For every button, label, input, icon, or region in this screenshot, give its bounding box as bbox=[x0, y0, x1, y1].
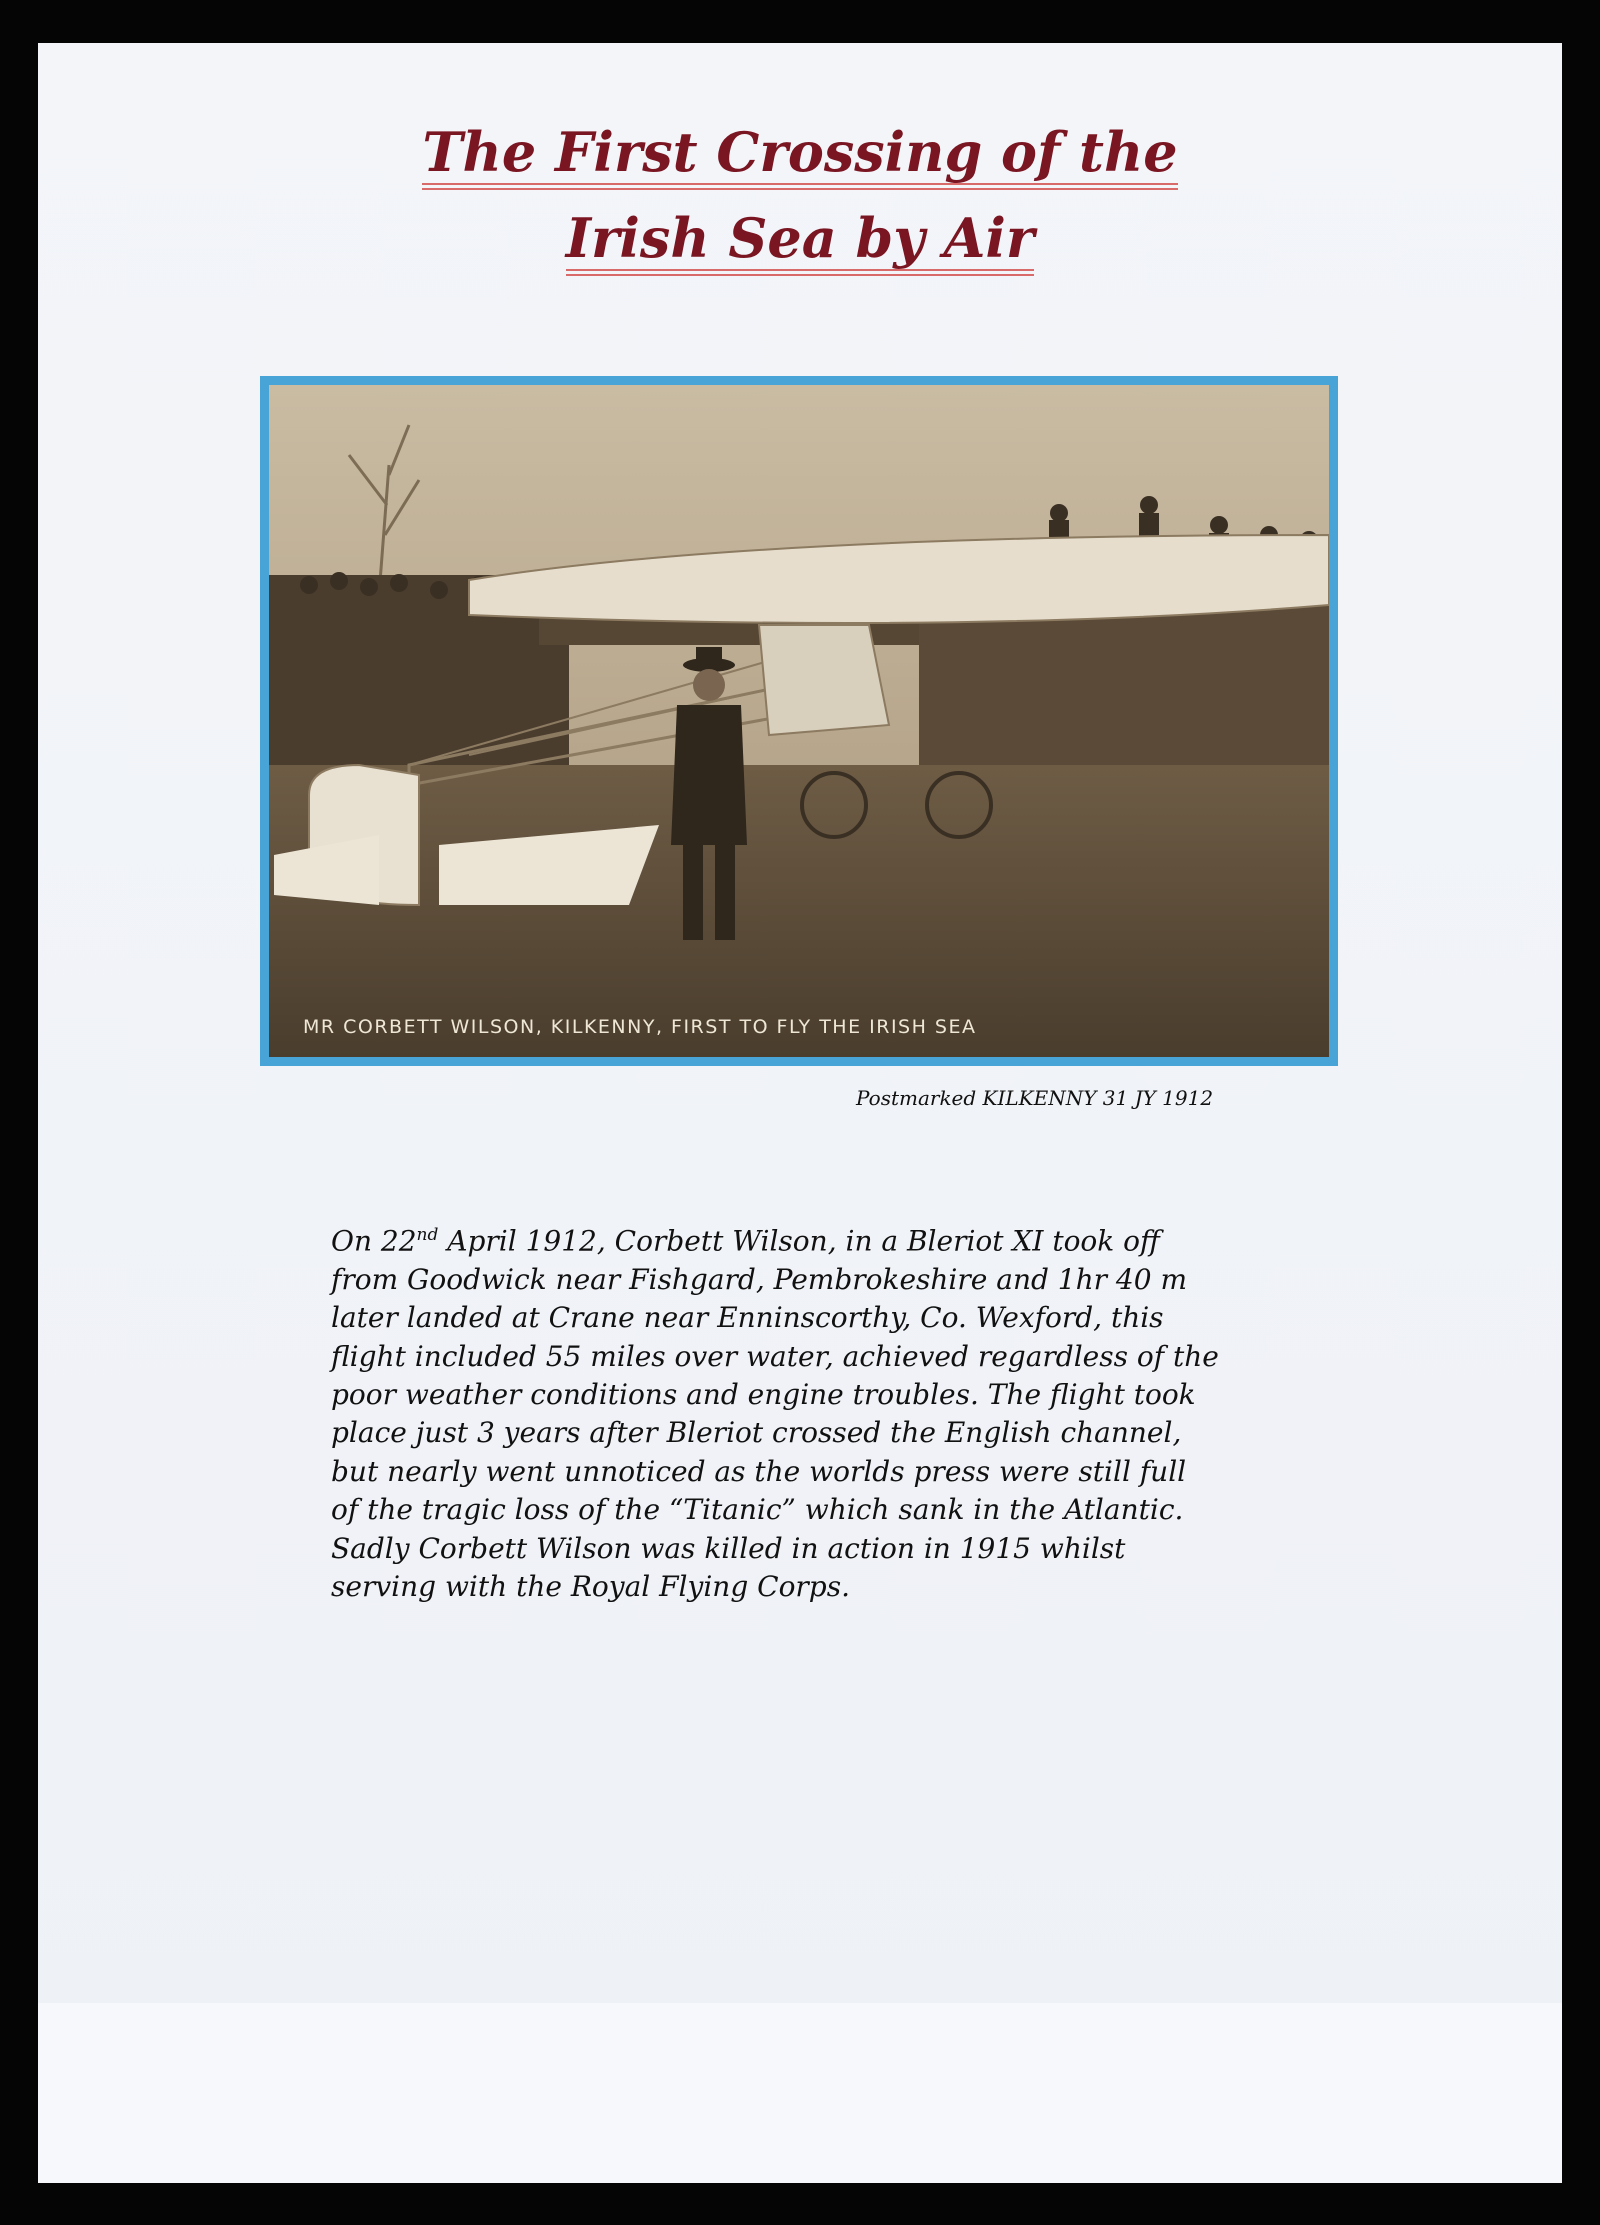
postmark-caption: Postmarked KILKENNY 31 JY 1912 bbox=[856, 1086, 1214, 1110]
text-line: place just 3 years after Bleriot crossed the English channel, bbox=[331, 1416, 1182, 1450]
text-line: from Goodwick near Fishgard, Pembrokeshire and 1hr 40 m bbox=[331, 1262, 1188, 1296]
postcard-mount bbox=[260, 376, 1338, 1066]
text-line: On 22nd April 1912, Corbett Wilson, in a Bleriot XI took off bbox=[331, 1224, 1160, 1258]
title-text-2: Irish Sea by Air bbox=[566, 211, 1035, 276]
text-line: poor weather conditions and engine troubles. The flight took bbox=[331, 1377, 1196, 1411]
text-line: but nearly went unnoticed as the worlds press were still full bbox=[331, 1454, 1187, 1488]
description-text bbox=[331, 1216, 1311, 1606]
postcard-inscription: MR CORBETT WILSON, KILKENNY, FIRST TO FLY THE IRISH SEA bbox=[303, 1016, 977, 1038]
text-line: later landed at Crane near Enninscorthy, Co. Wexford, this bbox=[331, 1301, 1164, 1335]
page-bottom-band bbox=[38, 2003, 1562, 2183]
text-line: Sadly Corbett Wilson was killed in action in 1915 whilst bbox=[331, 1531, 1126, 1565]
text-line: flight included 55 miles over water, achieved regardless of the bbox=[331, 1339, 1219, 1373]
text-line: serving with the Royal Flying Corps. bbox=[331, 1569, 850, 1603]
title-text-1: The First Crossing of the bbox=[422, 125, 1177, 190]
postcard-photo bbox=[269, 385, 1329, 1057]
grass bbox=[269, 765, 1329, 1057]
text-line: of the tragic loss of the “Titanic” which sank in the Atlantic. bbox=[331, 1493, 1184, 1527]
page-title-line-1 bbox=[38, 120, 1562, 190]
postcard-illustration bbox=[269, 385, 1329, 1057]
album-page bbox=[38, 43, 1562, 2183]
page-title-line-2 bbox=[38, 206, 1562, 276]
